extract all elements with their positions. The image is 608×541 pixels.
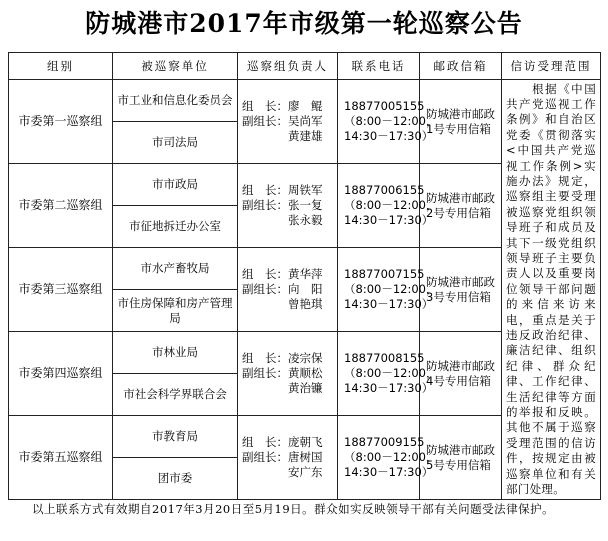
group-name: 市委第四巡察组 [9,332,113,416]
inspection-table [8,52,601,500]
phone-number: 18877005155 [344,99,425,113]
header-scope: 信访受理范围 [502,53,601,80]
inspected-unit: 市司法局 [113,122,238,164]
postal-mailbox: 防城港市邮政5号专用信箱 [420,416,502,500]
contact-phone [338,416,438,500]
inspected-unit: 市工业和信息化委员会 [113,80,238,122]
inspected-unit: 市住房保障和房产管理局 [113,290,238,332]
leader-line: 组 长：凌宗保 [242,351,323,365]
phone-hours: 14:30－17:30） [344,381,434,395]
postal-mailbox: 防城港市邮政1号专用信箱 [420,80,502,164]
inspected-unit: 市教育局 [113,416,238,458]
contact-phone [338,164,438,248]
page-title: 防城港市2017年市级第一轮巡察公告 [85,9,523,38]
phone-hours: （8:00－12:00， [344,450,438,464]
phone-number: 18877008155 [344,351,425,365]
leader-line: 安广东 [242,465,323,479]
group-leaders [238,248,338,332]
group-leaders [238,164,338,248]
header-unit: 被巡察单位 [113,53,238,80]
leader-line: 组 长：周铁军 [242,183,323,197]
phone-hours: 14:30－17:30） [344,465,434,479]
leader-line: 张永毅 [242,213,323,227]
complaint-scope: 根据《中国共产党巡视工作条例》和自治区党委《贯彻落实<中国共产党巡视工作条例>实施办法》规定，巡察组主要受理被巡察党组织领导班子和成员及其下一级党组织领导班子主要负责人以及重要岗位领导干部问题的来信来访来电，重点是关于违反政治纪律、廉洁纪律、组织纪律、群众纪律、工作纪律、生活纪律等方面的举报和反映。其他不属于巡察受理范围的信访件，按规定由被巡察单位和有关部门处理。 [502,80,601,500]
phone-hours: 14:30－17:30） [344,129,434,143]
contact-phone [338,248,438,332]
leader-line: 组 长：庞朝飞 [242,435,323,449]
phone-number: 18877006155 [344,183,425,197]
header-mailbox: 邮政信箱 [420,53,502,80]
leader-line: 副组长：黄顺松 [242,366,323,380]
inspected-unit: 市征地拆迁办公室 [113,206,238,248]
group-leaders [238,332,338,416]
leader-line: 组 长：廖 鲲 [242,99,323,113]
inspected-unit: 市市政局 [113,164,238,206]
phone-number: 18877009155 [344,435,425,449]
contact-phone [338,332,438,416]
leader-line: 副组长：吴尚军 [242,114,323,128]
phone-hours: 14:30－17:30） [344,297,434,311]
header-phone: 联系电话 [338,53,420,80]
leader-line: 黄治镰 [242,381,323,395]
inspected-unit: 市林业局 [113,332,238,374]
phone-hours: （8:00－12:00， [344,366,438,380]
postal-mailbox: 防城港市邮政2号专用信箱 [420,164,502,248]
validity-footnote: 以上联系方式有效期自2017年3月20日至5月19日。群众如实反映领导干部有关问题受法律保护。 [8,502,555,516]
leader-line: 副组长：向 阳 [242,282,323,296]
inspected-unit: 团市委 [113,458,238,500]
phone-hours: 14:30－17:30） [344,213,434,227]
phone-hours: （8:00－12:00， [344,282,438,296]
group-name: 市委第一巡察组 [9,80,113,164]
group-name: 市委第五巡察组 [9,416,113,500]
inspected-unit: 市社会科学界联合会 [113,374,238,416]
inspected-unit: 市水产畜牧局 [113,248,238,290]
table-header-row [9,53,601,80]
leader-line: 副组长：张一复 [242,198,323,212]
postal-mailbox: 防城港市邮政4号专用信箱 [420,332,502,416]
group-leaders [238,416,338,500]
group-name: 市委第三巡察组 [9,248,113,332]
header-leaders: 巡察组负责人 [238,53,338,80]
leader-line: 副组长：唐树国 [242,450,323,464]
phone-hours: （8:00－12:00， [344,198,438,212]
header-group: 组别 [9,53,113,80]
phone-hours: （8:00－12:00， [344,114,438,128]
leader-line: 组 长：黄华萍 [242,267,323,281]
phone-number: 18877007155 [344,267,425,281]
leader-line: 黄建雄 [242,129,323,143]
postal-mailbox: 防城港市邮政3号专用信箱 [420,248,502,332]
leader-line: 曾艳琪 [242,297,323,311]
contact-phone [338,80,438,164]
group-leaders [238,80,338,164]
table-row [9,80,601,122]
group-name: 市委第二巡察组 [9,164,113,248]
